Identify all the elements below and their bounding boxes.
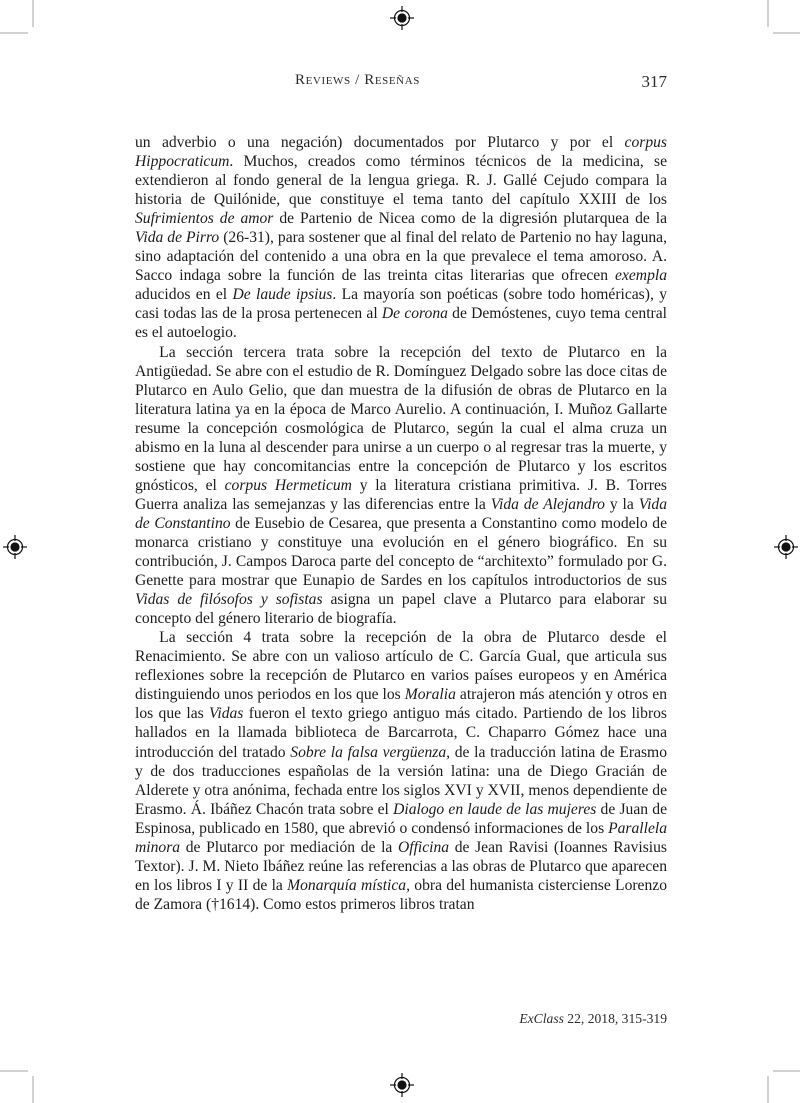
- text-run: obra del humanista cisterciense Lorenzo de Zamora (†1614). Como estos primeros libros tratan: [135, 876, 667, 913]
- body-text-block: [135, 133, 667, 914]
- text-run: de Partenio de Nicea como de la digresión plutarquea de la: [273, 210, 667, 228]
- footer-citation: [135, 1011, 667, 1027]
- crop-mark-top-right-horizontal: [773, 32, 800, 34]
- registration-mark-bottom-icon: [389, 1072, 415, 1098]
- journal-name: ExClass: [519, 1011, 564, 1026]
- text-run: . Muchos, creados como términos técnicos de la medicina, se extendieron al fondo general de la lengua griega. R. J. Gallé Cejudo compara la historia de Quilónide, que constituye el tema tanto del capítulo XXIII de los: [135, 153, 667, 209]
- running-head: [135, 72, 667, 94]
- page-number: 317: [641, 72, 667, 91]
- crop-mark-bottom-left-horizontal: [0, 1070, 28, 1072]
- text-run: de Jean Ravisi (Ioannes Ravisius Textor). J. M. Nieto Ibáñez reúne las referencias a las obras de Plutarco que aparecen en los libros I y II de la: [135, 838, 667, 894]
- registration-mark-right-icon: [773, 534, 799, 560]
- paragraph: [135, 628, 667, 914]
- running-head-title: Reviews / Reseñas: [295, 72, 420, 88]
- text-run: y la: [604, 495, 639, 513]
- text-run: . La mayoría son poéticas (sobre todo homéricas), y casi todas las de la prosa pertenecen al: [135, 286, 667, 323]
- text-run: de Plutarco por mediación de la: [180, 838, 398, 856]
- crop-mark-top-left-vertical: [32, 0, 34, 27]
- italic-title: Sobre la falsa vergüenza,: [290, 743, 451, 761]
- italic-title: Vidas: [209, 705, 244, 723]
- crop-mark-bottom-right-horizontal: [773, 1070, 800, 1072]
- text-run: aducidos en el: [135, 286, 233, 304]
- text-run: (26-31), para sostener que al final del relato de Partenio no hay laguna, sino adaptación del contenido a una obra en la que prevalece el tema amoroso. A. Sacco indaga sobre la función de las treinta citas literarias que ofrecen: [135, 229, 667, 285]
- paragraph: [135, 133, 667, 343]
- italic-title: exempla: [615, 267, 667, 285]
- italic-title: Vida de Alejandro: [490, 495, 605, 513]
- text-run: La sección tercera trata sobre la recepción del texto de Plutarco en la Antigüedad. Se abre con el estudio de R. Domínguez Delgado sobre las doce citas de Plutarco en Aulo Gelio, que dan muestra de la difusión de obras de Plutarco en la literatura latina ya en la época de Marco Aurelio. A continuación, I. Muñoz Gallarte resume la concepción cosmológica de Plutarco, según la cual el alma cruza un abismo en la luna al descender para unirse a un cuerpo o al regresar tras la muerte, y sostiene que hay concomitancias entre la concepción de Plutarco y los escritos gnósticos, el: [135, 343, 667, 494]
- italic-title: Sufrimientos de amor: [135, 210, 274, 228]
- italic-title: Vidas de filósofos y sofistas: [135, 591, 323, 609]
- text-run: atrajeron más atención y otros en los que las: [135, 686, 667, 723]
- italic-title: corpus Hippocraticum: [135, 134, 667, 171]
- text-run: de la traducción latina de Erasmo y de dos traducciones españolas de la versión latina: una de Diego Gracián de Alderete y otra anónima, fechada entre los siglos XVI y XVII, menos dependiente de Erasmo. Á. Ibáñez Chacón trata sobre el: [135, 743, 667, 818]
- crop-mark-top-left-horizontal: [0, 32, 28, 34]
- footer-citation-detail: 22, 2018, 315-319: [563, 1011, 667, 1026]
- italic-title: Officina: [397, 838, 450, 856]
- italic-title: Moralia: [404, 686, 456, 704]
- italic-title: De corona: [381, 305, 448, 323]
- italic-title: Vida de Pirro: [135, 229, 220, 247]
- text-run: fueron el texto griego antiguo más citado. Partiendo de los libros hallados en la llamada biblioteca de Barcarrota, C. Chaparro Gómez hace una introducción del tratado: [135, 705, 667, 761]
- registration-mark-top-icon: [389, 5, 415, 31]
- italic-title: Vida de Constantino: [135, 495, 667, 532]
- text-run: asigna un papel clave a Plutarco para elaborar su concepto del género literario de biografía.: [135, 591, 667, 628]
- registration-mark-left-icon: [2, 534, 28, 560]
- crop-mark-top-right-vertical: [767, 0, 769, 27]
- text-run: de Juan de Espinosa, publicado en 1580, que abrevió o condensó informaciones de los: [135, 800, 667, 837]
- text-run: y la literatura cristiana primitiva. J. B. Torres Guerra analiza las semejanzas y las diferencias entre la: [135, 476, 667, 513]
- italic-title: De laude ipsius: [232, 286, 333, 304]
- italic-title: Parallela minora: [135, 819, 667, 856]
- crop-mark-bottom-right-vertical: [767, 1076, 769, 1103]
- text-run: de Demóstenes, cuyo tema central es el autoelogio.: [135, 305, 667, 342]
- text-run: un adverbio o una negación) documentados por Plutarco y por el: [135, 134, 625, 151]
- text-run: La sección 4 trata sobre la recepción de la obra de Plutarco desde el Renacimiento. Se abre con un valioso artículo de C. García Gual, que articula sus reflexiones sobre la recepción de Plutarco en varios países europeos y en América distinguiendo unos periodos en los que los: [135, 629, 667, 704]
- paragraph: [135, 343, 667, 629]
- italic-title: Dialogo en laude de las mujeres: [393, 800, 597, 818]
- italic-title: Monarquía mística,: [287, 876, 410, 894]
- italic-title: corpus Hermeticum: [224, 476, 352, 494]
- text-run: de Eusebio de Cesarea, que presenta a Constantino como modelo de monarca cristiano y constituye una evolución en el género biográfico. En su contribución, J. Campos Daroca parte del concepto de “architexto” formulado por G. Genette para mostrar que Eunapio de Sardes en los capítulos introductorios de sus: [135, 514, 667, 590]
- crop-mark-bottom-left-vertical: [32, 1076, 34, 1103]
